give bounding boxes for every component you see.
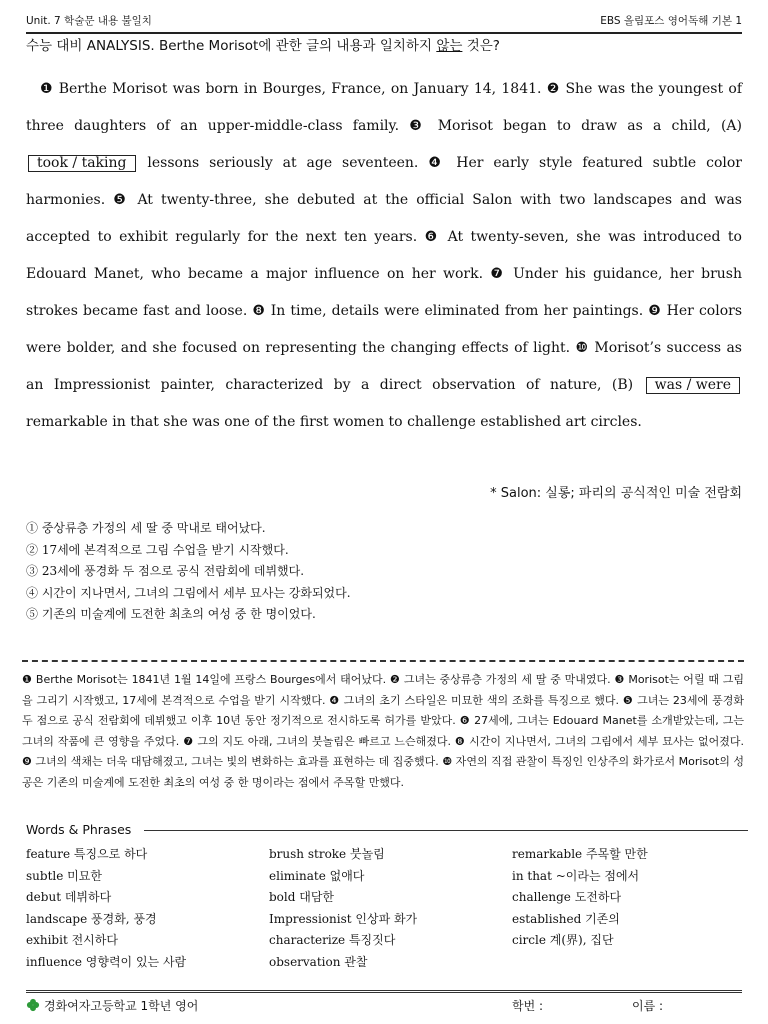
grammar-choice-a: took / taking: [28, 155, 136, 172]
question-emphasis: 않는: [436, 38, 463, 54]
page-footer: [26, 990, 742, 1017]
school-name: 경화여자고등학교 1학년 영어: [44, 999, 199, 1013]
page-header: [26, 12, 742, 34]
vocab-item: observation 관찰: [269, 954, 368, 969]
vocab-item: Impressionist 인상파 화가: [269, 911, 418, 926]
vocab-item: remarkable 주목할 만한: [512, 847, 648, 861]
vocab-item: feature 특징으로 하다: [26, 847, 148, 861]
answer-choices: [26, 518, 742, 626]
footnote: * Salon: 실롱; 파리의 공식적인 미술 전람회: [490, 486, 742, 501]
vocab-item: landscape 풍경화, 풍경: [26, 911, 157, 926]
vocabulary-list: [26, 844, 748, 973]
sentence-marker: ❿: [575, 340, 589, 356]
reading-passage: ❶ Berthe Morisot was born in Bourges, France, on January 14, 1841. ❷ She was the youngest of three daughters of an upper-middle-class family. ❸ Morisot began to draw as a child, (A) took / taking lessons seriously at age seventeen. ❹ Her early style featured subtle color harmonies. ❺ At twenty-three, she debuted at the official Salon with two landscapes and was accepted to exhibit regularly for the next ten years. ❻ At twenty-seven, she was introduced to Edouard Manet, who became a major influence on her work. ❼ Under his guidance, her brush strokes became fast and loose. ❽ In time, details were eliminated from her paintings. ❾ Her colors were bolder, and she focused on representing the changing effects of light. ❿ Morisot’s success as an Impressionist painter, characterized by a direct observation of nature, (B) was / were remarkable in that she was one of the first women to challenge established art circles.: [26, 81, 743, 430]
vocab-item: debut 데뷔하다: [26, 890, 112, 904]
sentence-marker: ❹: [428, 155, 447, 171]
sentence-marker: ❸: [409, 118, 428, 134]
words-phrases-header: [26, 821, 748, 839]
choice-2: ② 17세에 본격적으로 그림 수업을 받기 시작했다.: [26, 542, 289, 557]
choice-5: ⑤ 기존의 미술계에 도전한 최초의 여성 중 한 명이었다.: [26, 607, 316, 621]
grammar-choice-b: was / were: [646, 377, 740, 394]
vocab-item: eliminate 없애다: [269, 868, 365, 883]
sentence-marker: ❶: [40, 81, 54, 97]
sentence-marker: ❺: [113, 192, 130, 208]
vocab-item: established 기존의: [512, 911, 620, 926]
vocab-item: subtle 미묘한: [26, 868, 102, 883]
choice-4: ④ 시간이 지나면서, 그녀의 그림에서 세부 묘사는 강화되었다.: [26, 585, 351, 600]
unit-label: Unit. 7 학술문 내용 불일치: [26, 15, 152, 27]
school-name-wrap: [26, 995, 198, 1017]
sentence-marker: ❻: [424, 229, 441, 245]
sentence-marker: ❽: [252, 303, 266, 319]
sentence-marker: ❷: [546, 81, 561, 97]
choice-3: ③ 23세에 풍경화 두 점으로 공식 전람회에 데뷔했다.: [26, 564, 305, 578]
vocab-item: bold 대담한: [269, 890, 335, 904]
question-prompt: 수능 대비 ANALYSIS. Berthe Morisot에 관한 글의 내용과 일치하지 않는 것은?: [26, 38, 500, 54]
student-name-label: 이름 :: [632, 999, 664, 1013]
vocab-item: characterize 특징짓다: [269, 933, 396, 947]
korean-translation: ❶ Berthe Morisot는 1841년 1월 14일에 프랑스 Bourges에서 태어났다. ❷ 그녀는 중상류층 가정의 세 딸 중 막내였다. ❸ Morisot는 어릴 때 그림을 그리기 시작했고, 17세에 본격적으로 수업을 받기 시작했다. ❹ 그녀의 초기 스타일은 미묘한 색의 조화를 특징으로 했다. ❺ 그녀는 23세에 풍경화 두 점으로 공식 전람회에 데뷔했고 이후 10년 동안 정기적으로 전시하도록 허가를 받았다. ❻ 27세에, 그녀는 Edouard Manet를 소개받았는데, 그는 그녀의 작품에 큰 영향을 주었다. ❼ 그의 지도 아래, 그녀의 붓놀림은 빠르고 느슨해졌다. ❽ 시간이 지나면서, 그녀의 그림에서 세부 묘사는 없어졌다. ❾ 그녀의 색채는 더욱 대담해졌고, 그녀는 빛의 변화하는 효과를 표현하는 데 집중했다. ❿ 자연의 직접 관찰이 특징인 인상주의 화가로서 Morisot의 성공은 기존의 미술계에 도전한 최초의 여성 중 한 명이라는 점에서 주목할 만했다.: [22, 660, 744, 793]
vocab-item: influence 영향력이 있는 사람: [26, 954, 187, 969]
vocab-column-1: [26, 844, 269, 973]
vocab-item: brush stroke 붓놀림: [269, 847, 385, 861]
section-divider: [144, 830, 748, 831]
words-phrases-title: Words & Phrases: [26, 822, 132, 837]
book-title: EBS 올림포스 영어독해 기본 1: [600, 15, 742, 27]
student-number-label: 학번 :: [512, 999, 544, 1013]
sentence-marker: ❼: [490, 266, 506, 282]
vocab-item: circle 계(界), 집단: [512, 933, 614, 947]
vocab-item: exhibit 전시하다: [26, 933, 118, 947]
sentence-marker: ❾: [648, 303, 662, 319]
vocab-item: challenge 도전하다: [512, 890, 622, 904]
vocab-column-3: [512, 844, 748, 973]
choice-1: ① 중상류층 가정의 세 딸 중 막내로 태어났다.: [26, 521, 266, 535]
vocab-item: in that ~이라는 점에서: [512, 868, 640, 883]
vocab-column-2: [269, 844, 512, 973]
clover-icon: [26, 998, 40, 1012]
